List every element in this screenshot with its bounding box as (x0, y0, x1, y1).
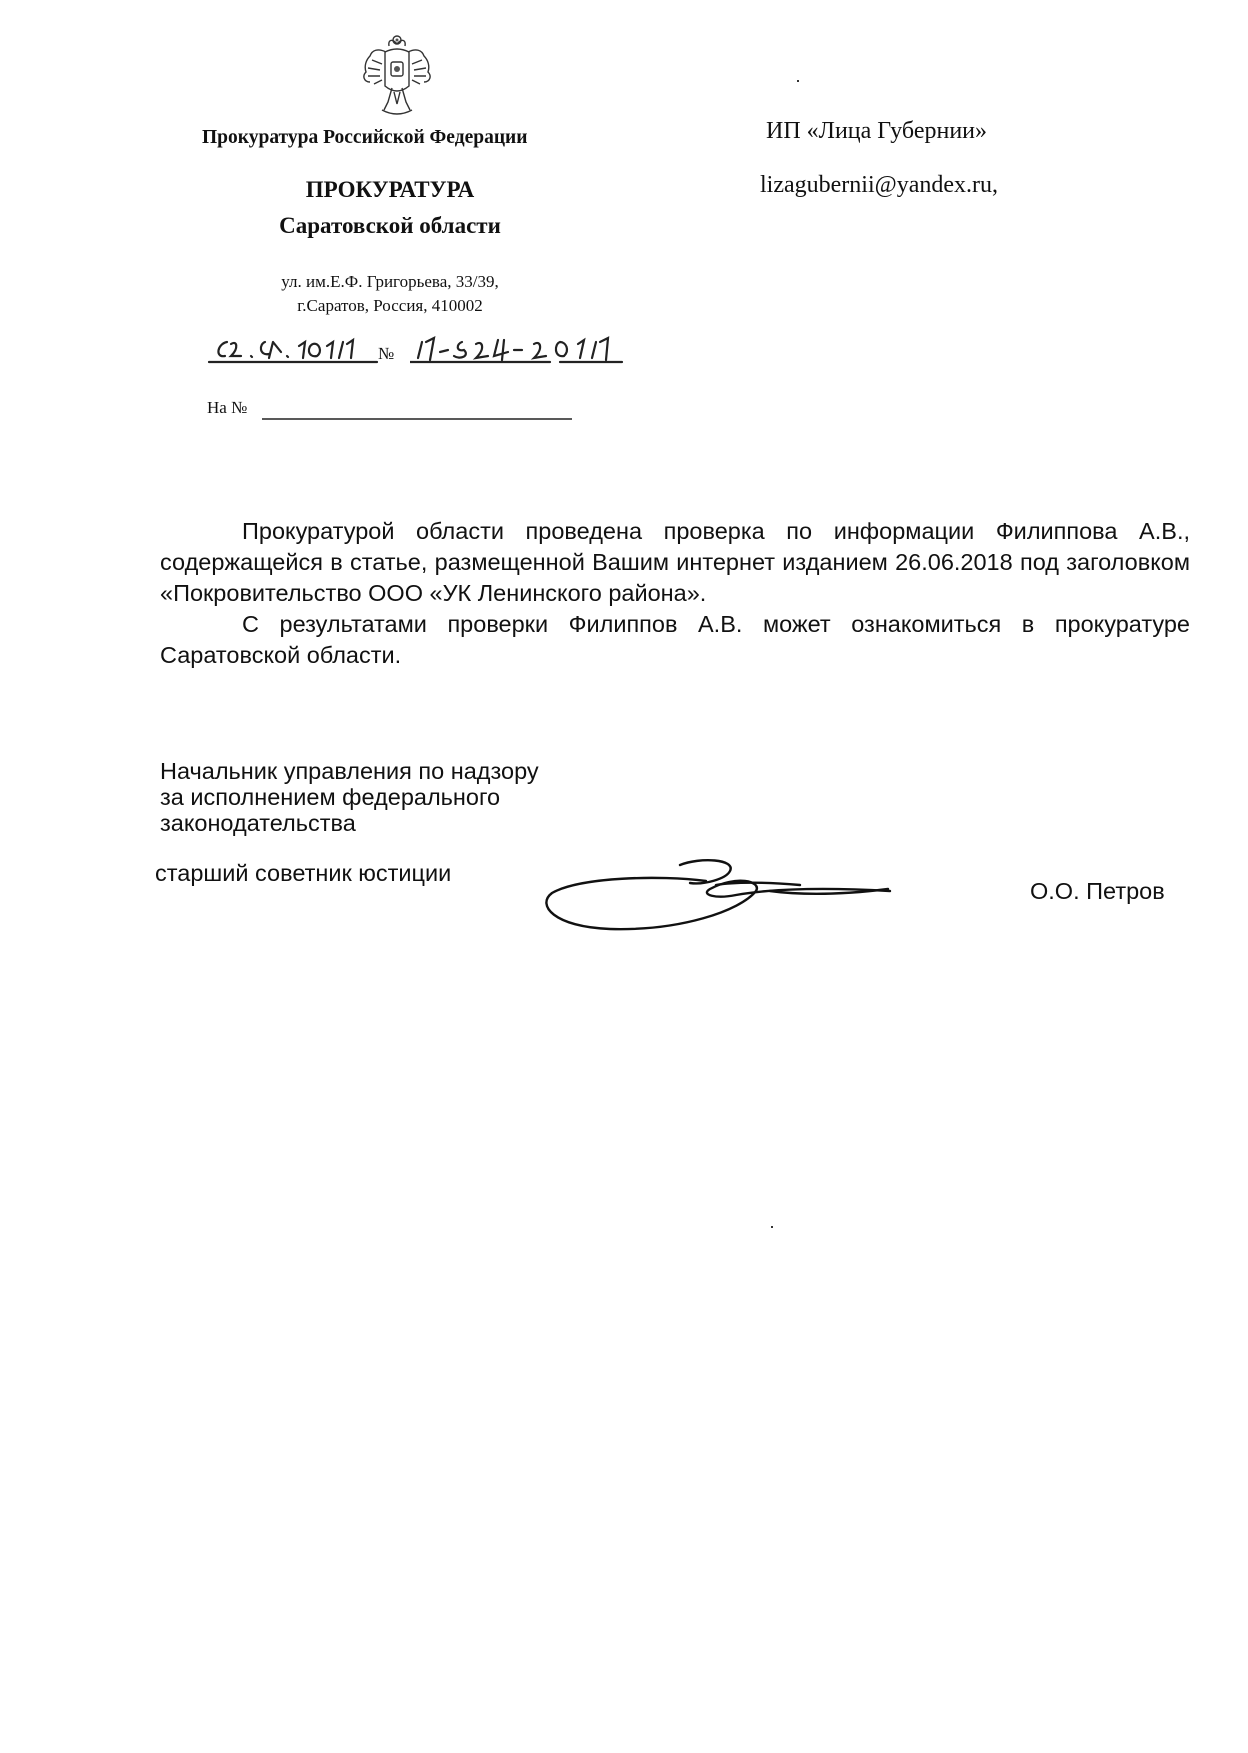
handwritten-number (410, 336, 642, 368)
address-line-2: г.Саратов, Россия, 410002 (297, 296, 483, 315)
signer-title-line-3: законодательства (160, 810, 356, 836)
signer-rank: старший советник юстиции (155, 860, 452, 886)
recipient-email: lizagubernii@yandex.ru, (760, 172, 999, 198)
org-name: ПРОКУРАТУРА (305, 177, 475, 202)
signer-name: О.О. Петров (1030, 878, 1165, 904)
scan-speck (771, 1226, 773, 1228)
signature-icon (540, 855, 900, 937)
number-sign: № (378, 344, 395, 363)
org-address (200, 270, 580, 318)
letter-body (160, 516, 1190, 671)
handwritten-date (207, 336, 382, 368)
org-region: Саратовской области (279, 213, 501, 238)
scan-speck (797, 80, 799, 82)
signer-title-line-2: за исполнением федерального (160, 784, 501, 810)
org-header (200, 172, 580, 244)
recipient-name: ИП «Лица Губернии» (766, 118, 988, 144)
signer-title (160, 758, 620, 836)
body-paragraph-2: С результатами проверки Филиппов А.В. может ознакомиться в прокуратуре Саратовской области. (160, 611, 1190, 668)
body-paragraph-1: Прокуратурой области проведена проверка по информации Филиппова А.В., содержащейся в статье, размещенной Вашим интернет изданием 26.06.2018 под заголовком «Покровительство ООО «УК Ленинского района». (160, 518, 1190, 606)
org-federal-name: Прокуратура Российской Федерации (202, 127, 528, 148)
coat-of-arms-icon (352, 30, 442, 122)
reply-to-underline (262, 418, 572, 420)
address-line-1: ул. им.Е.Ф. Григорьева, 33/39, (281, 272, 499, 291)
signer-title-line-1: Начальник управления по надзору (160, 758, 539, 784)
reply-to-label: На № (207, 398, 248, 417)
